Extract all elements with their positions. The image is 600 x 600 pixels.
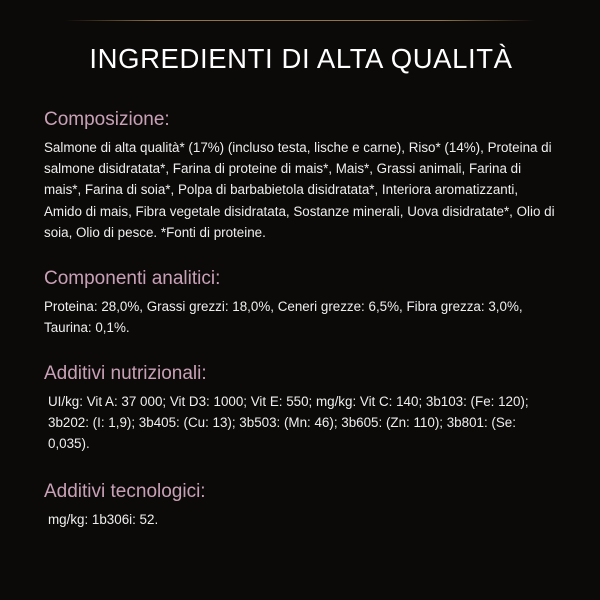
section-composition [44, 108, 558, 243]
section-analytical-components-body: Proteina: 28,0%, Grassi grezzi: 18,0%, Ceneri grezze: 6,5%, Fibra grezza: 3,0%, Taurina: 0,1%. [44, 298, 523, 335]
section-technological-additives-heading: Additivi tecnologici: [44, 481, 206, 503]
section-nutritional-additives [44, 362, 558, 454]
section-composition-heading: Composizione: [44, 109, 170, 131]
section-nutritional-additives-body: UI/kg: Vit A: 37 000; Vit D3: 1000; Vit E: 550; mg/kg: Vit C: 140; 3b103: (Fe: 120); 3b202: (I: 1,9); 3b405: (Cu: 13); 3b503: (Mn: 46); 3b605: (Zn: 110); 3b801: (Se: 0,035). [48, 393, 529, 452]
section-nutritional-additives-heading: Additivi nutrizionali: [44, 362, 207, 384]
page-title: INGREDIENTI DI ALTA QUALITÀ [89, 43, 513, 74]
section-analytical-components [44, 267, 558, 338]
section-technological-additives-body: mg/kg: 1b306i: 52. [48, 511, 159, 527]
section-composition-body: Salmone di alta qualità* (17%) (incluso testa, lische e carne), Riso* (14%), Proteina di salmone disidratata*, Farina di proteine di mais*, Mais*, Grassi animali, Farina di mais*, Farina di soia*, Polpa di barbabietola disidratata*, Interiora aromatizzanti, Amido di mais, Fibra vegetale disidratata, Sostanze minerali, Uova disidratate*, Olio di soia, Olio di pesce. *Fonti di proteine. [44, 140, 555, 240]
section-analytical-components-heading: Componenti analitici: [44, 267, 221, 289]
section-technological-additives [44, 480, 558, 530]
